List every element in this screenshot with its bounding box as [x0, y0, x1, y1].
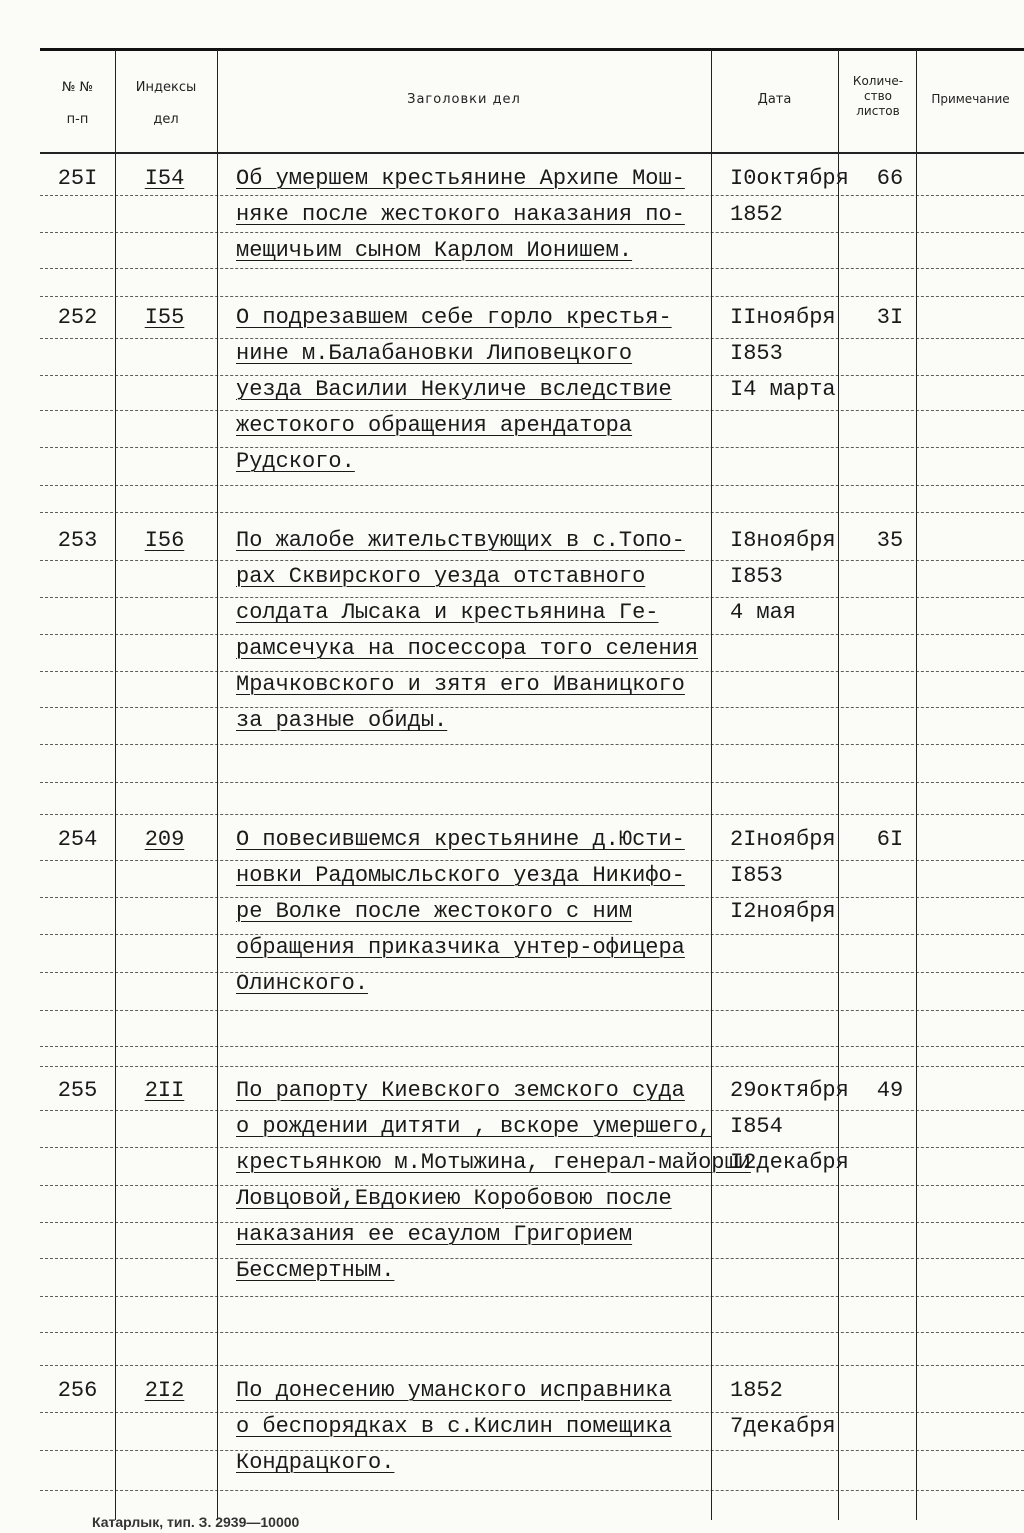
record-title-line: о беспорядках в с.Кислин помещика: [236, 1414, 672, 1439]
record-sheets: 66: [876, 166, 904, 191]
record-date-line: I0октября: [730, 166, 849, 191]
record-index: I54: [144, 166, 185, 191]
row-rule: [40, 1110, 1024, 1111]
header-title: Заголовки дел: [407, 92, 521, 107]
record-sheets: 6I: [876, 827, 904, 852]
column-divider: [838, 50, 839, 1520]
record-title-line: По донесению уманского исправника: [236, 1378, 672, 1403]
record-title-line: уезда Василии Некуличе вследствие: [236, 377, 672, 402]
row-rule: [40, 707, 1024, 708]
row-rule: [40, 1258, 1024, 1259]
row-rule: [40, 485, 1024, 486]
record-index: 209: [144, 827, 185, 852]
row-rule: [40, 814, 1024, 815]
record-number: 253: [57, 528, 98, 553]
record-title-line: крестьянкою м.Мотыжина, генерал-майорши: [236, 1150, 751, 1175]
record-date-line: I2ноября: [730, 899, 836, 924]
record-title-line: солдата Лысака и крестьянина Ге-: [236, 600, 659, 625]
header-note: Примечание: [931, 92, 1010, 106]
row-rule: [40, 195, 1024, 196]
record-index: 2I2: [144, 1378, 185, 1403]
record-title-line: обращения приказчика унтер-офицера: [236, 935, 685, 960]
row-rule: [40, 1066, 1024, 1067]
record-number: 252: [57, 305, 98, 330]
row-rule: [40, 597, 1024, 598]
header-sheets: Количе- ство листов: [852, 74, 904, 118]
record-index: I55: [144, 305, 185, 330]
record-title-line: Олинского.: [236, 971, 369, 996]
record-date-line: I853: [730, 863, 783, 888]
record-title-line: По рапорту Киевского земского суда: [236, 1078, 685, 1103]
row-rule: [40, 744, 1024, 745]
record-number: 255: [57, 1078, 98, 1103]
record-title-line: Ловцовой,Евдокиею Коробовою после: [236, 1186, 672, 1211]
record-title-line: рах Сквирского уезда отставного: [236, 564, 646, 589]
record-number: 256: [57, 1378, 98, 1403]
record-title-line: Рудского.: [236, 449, 355, 474]
column-divider: [115, 50, 116, 1520]
row-rule: [40, 972, 1024, 973]
row-rule: [40, 634, 1024, 635]
record-title-line: О подрезавшем себе горло крестья-: [236, 305, 672, 330]
table-top-rule: [40, 48, 1024, 51]
row-rule: [40, 1046, 1024, 1047]
record-sheets: 3I: [876, 305, 904, 330]
row-rule: [40, 375, 1024, 376]
record-title-line: Бессмертным.: [236, 1258, 395, 1283]
row-rule: [40, 1332, 1024, 1333]
column-divider: [916, 50, 917, 1520]
record-title-line: жестокого обращения арендатора: [236, 413, 633, 438]
record-number: 25I: [57, 166, 98, 191]
row-rule: [40, 232, 1024, 233]
row-rule: [40, 860, 1024, 861]
record-title-line: за разные обиды.: [236, 708, 448, 733]
record-title-line: ре Волке после жестокого с ним: [236, 899, 633, 924]
record-title-line: Мрачковского и зятя его Иваницкого: [236, 672, 685, 697]
record-title-line: няке после жестокого наказания по-: [236, 202, 685, 227]
header-bottom-rule: [40, 152, 1024, 154]
record-title-line: Кондрацкого.: [236, 1450, 395, 1475]
record-title-line: нине м.Балабановки Липовецкого: [236, 341, 633, 366]
record-title-line: Об умершем крестьянине Архипе Мош-: [236, 166, 685, 191]
printer-imprint: Катарлык, тип. З. 2939—10000: [92, 1514, 300, 1530]
record-date-line: I853: [730, 564, 783, 589]
row-rule: [40, 560, 1024, 561]
record-date-line: 2Iноября: [730, 827, 836, 852]
record-date-line: I853: [730, 341, 783, 366]
record-date-line: I4 марта: [730, 377, 836, 402]
row-rule: [40, 1450, 1024, 1451]
row-rule: [40, 268, 1024, 269]
record-title-line: мещичьим сыном Карлом Ионишем.: [236, 238, 633, 263]
record-title-line: новки Радомысльского уезда Никифо-: [236, 863, 685, 888]
row-rule: [40, 782, 1024, 783]
record-date-line: IIноября: [730, 305, 836, 330]
row-rule: [40, 1147, 1024, 1148]
record-title-line: рамсечука на посессора того селения: [236, 636, 699, 661]
record-date-line: 7декабря: [730, 1414, 836, 1439]
record-title-line: наказания ее есаулом Григорием: [236, 1222, 633, 1247]
record-index: 2II: [144, 1078, 185, 1103]
row-rule: [40, 1296, 1024, 1297]
row-rule: [40, 410, 1024, 411]
row-rule: [40, 447, 1024, 448]
record-date-line: 1852: [730, 1378, 783, 1403]
row-rule: [40, 338, 1024, 339]
record-title-line: О повесившемся крестьянине д.Юсти-: [236, 827, 685, 852]
header-date: Дата: [757, 92, 792, 107]
record-date-line: 4 мая: [730, 600, 797, 625]
row-rule: [40, 296, 1024, 297]
row-rule: [40, 897, 1024, 898]
column-divider: [711, 50, 712, 1520]
record-sheets: 35: [876, 528, 904, 553]
record-date-line: I854: [730, 1114, 783, 1139]
row-rule: [40, 1412, 1024, 1413]
record-date-line: I2декабря: [730, 1150, 849, 1175]
row-rule: [40, 1365, 1024, 1366]
record-date-line: 1852: [730, 202, 783, 227]
header-index: Индексы дел: [135, 80, 197, 127]
record-title-line: о рождении дитяти , вскоре умершего,: [236, 1114, 712, 1139]
row-rule: [40, 1490, 1024, 1491]
record-number: 254: [57, 827, 98, 852]
record-title-line: По жалобе жительствующих в с.Топо-: [236, 528, 685, 553]
header-num: № № п-п: [61, 80, 94, 127]
record-date-line: I8ноября: [730, 528, 836, 553]
row-rule: [40, 1010, 1024, 1011]
record-date-line: 29октября: [730, 1078, 849, 1103]
record-sheets: 49: [876, 1078, 904, 1103]
column-divider: [217, 50, 218, 1520]
row-rule: [40, 512, 1024, 513]
record-index: I56: [144, 528, 185, 553]
